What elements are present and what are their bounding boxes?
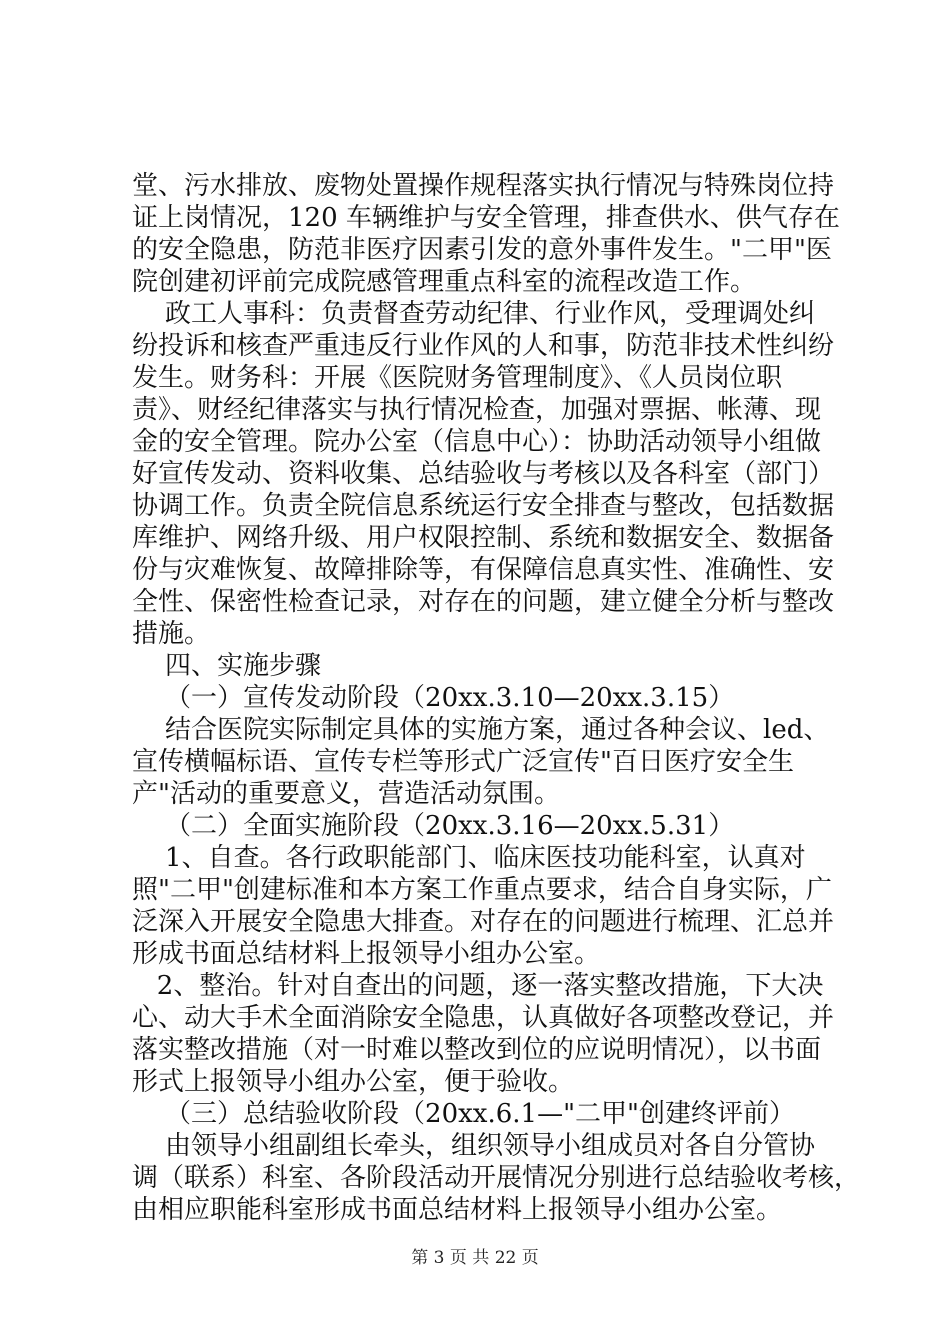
text-line: 的安全隐患，防范非医疗因素引发的意外事件发生。"二甲"医 <box>132 235 832 265</box>
stage-heading: （一）宣传发动阶段（20xx.3.10—20xx.3.15） <box>132 683 735 713</box>
stage-heading: （二）全面实施阶段（20xx.3.16—20xx.5.31） <box>132 811 735 841</box>
text-line: 证上岗情况，120 车辆维护与安全管理，排查供水、供气存在 <box>132 203 840 233</box>
section-heading: 四、实施步骤 <box>132 651 322 681</box>
text-line: 落实整改措施（对一时难以整改到位的应说明情况），以书面 <box>132 1035 822 1065</box>
text-line: 措施。 <box>132 619 211 649</box>
text-line: 照"二甲"创建标准和本方案工作重点要求，结合自身实际，广 <box>132 875 832 905</box>
text-line: 院创建初评前完成院感管理重点科室的流程改造工作。 <box>132 267 757 297</box>
text-line: 协调工作。负责全院信息系统运行安全排查与整改，包括数据 <box>132 491 835 521</box>
stage-heading: （三）总结验收阶段（20xx.6.1—"二甲"创建终评前） <box>132 1099 796 1129</box>
text-line: 产"活动的重要意义，营造活动氛围。 <box>132 779 560 809</box>
text-line: 1、自查。各行政职能部门、临床医技功能科室，认真对 <box>132 843 806 873</box>
text-line: 泛深入开展安全隐患大排查。对存在的问题进行梳理、汇总并 <box>132 907 835 937</box>
text-line: 发生。财务科：开展《医院财务管理制度》、《人员岗位职 <box>132 363 783 393</box>
text-line: 份与灾难恢复、故障排除等，有保障信息真实性、准确性、安 <box>132 555 835 585</box>
document-body <box>132 170 861 1226</box>
text-line: 调（联系）科室、各阶段活动开展情况分别进行总结验收考核， <box>132 1163 861 1193</box>
text-line: 由相应职能科室形成书面总结材料上报领导小组办公室。 <box>132 1195 783 1225</box>
text-line: 形成书面总结材料上报领导小组办公室。 <box>132 939 601 969</box>
text-line: 责》、财经纪律落实与执行情况检查，加强对票据、帐薄、现 <box>132 395 822 425</box>
text-line: 政工人事科：负责督查劳动纪律、行业作风，受理调处纠 <box>132 299 816 329</box>
text-line: 形式上报领导小组办公室，便于验收。 <box>132 1067 575 1097</box>
text-line: 全性、保密性检查记录，对存在的问题，建立健全分析与整改 <box>132 587 835 617</box>
text-line: 宣传横幅标语、宣传专栏等形式广泛宣传"百日医疗安全生 <box>132 747 794 777</box>
text-line: 2、整治。针对自查出的问题，逐一落实整改措施，下大决 <box>132 971 824 1001</box>
text-line: 结合医院实际制定具体的实施方案，通过各种会议、led、 <box>132 715 830 745</box>
text-line: 金的安全管理。院办公室（信息中心）：协助活动领导小组做 <box>132 427 822 457</box>
page-number-footer: 第 3 页 共 22 页 <box>411 1248 539 1268</box>
text-line: 库维护、网络升级、用户权限控制、系统和数据安全、数据备 <box>132 523 835 553</box>
text-line: 由领导小组副组长牵头，组织领导小组成员对各自分管协 <box>132 1131 816 1161</box>
text-line: 心、动大手术全面消除安全隐患，认真做好各项整改登记，并 <box>132 1003 835 1033</box>
text-line: 纷投诉和核查严重违反行业作风的人和事，防范非技术性纠纷 <box>132 331 835 361</box>
text-line: 堂、污水排放、废物处置操作规程落实执行情况与特殊岗位持 <box>132 171 835 201</box>
text-line: 好宣传发动、资料收集、总结验收与考核以及各科室（部门） <box>132 459 835 489</box>
